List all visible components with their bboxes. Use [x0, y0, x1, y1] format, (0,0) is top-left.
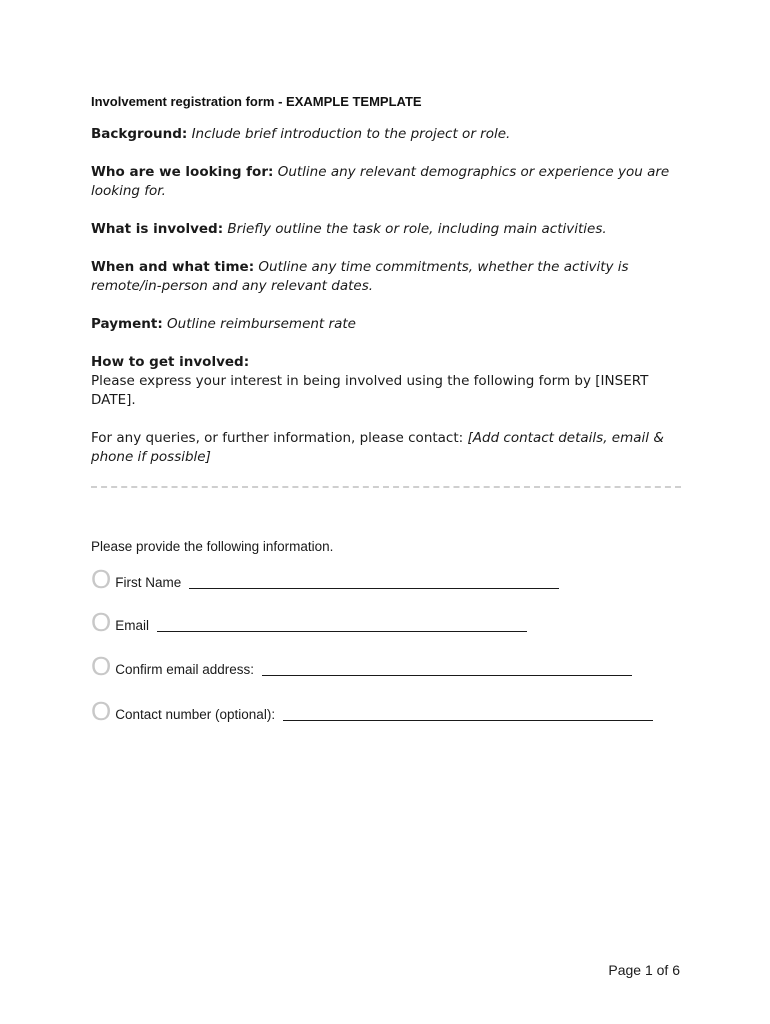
contact-details: [Add contact details, email & phone if possible]	[91, 430, 664, 465]
contact-section	[91, 429, 671, 467]
when-section	[91, 258, 661, 296]
dashed-separator	[91, 486, 681, 488]
payment-label: Payment:	[91, 316, 163, 332]
contact-number-input[interactable]	[283, 706, 653, 721]
confirm-email-label: Confirm email address:	[115, 662, 255, 677]
contact-text: For any queries, or further information, please contact:	[91, 430, 464, 446]
background-text: Include brief introduction to the project or role.	[191, 126, 511, 142]
first-name-label: First Name	[115, 575, 182, 590]
who-text: Outline any relevant demographics or experience you are looking for.	[91, 164, 670, 199]
who-label: Who are we looking for:	[91, 164, 274, 180]
radio-circle-icon[interactable]: O	[91, 651, 112, 681]
first-name-field	[91, 564, 559, 594]
first-name-input[interactable]	[189, 574, 559, 589]
payment-section	[91, 315, 691, 334]
email-input[interactable]	[157, 617, 527, 632]
confirm-email-field	[91, 651, 632, 681]
what-label: What is involved:	[91, 221, 224, 237]
email-label: Email	[115, 618, 149, 633]
background-section	[91, 125, 691, 144]
how-label: How to get involved:	[91, 354, 250, 370]
radio-circle-icon[interactable]: O	[91, 607, 112, 637]
page-number: Page 1 of 6	[608, 962, 680, 978]
payment-text: Outline reimbursement rate	[167, 316, 356, 332]
email-field	[91, 607, 527, 637]
contact-number-label: Contact number (optional):	[115, 707, 276, 722]
what-section	[91, 220, 691, 239]
radio-circle-icon[interactable]: O	[91, 564, 112, 594]
who-section	[91, 163, 671, 201]
when-label: When and what time:	[91, 259, 255, 275]
how-section	[91, 353, 671, 410]
document-title: Involvement registration form - EXAMPLE TEMPLATE	[91, 94, 422, 109]
confirm-email-input[interactable]	[262, 661, 632, 676]
what-text: Briefly outline the task or role, including main activities.	[227, 221, 607, 237]
background-label: Background:	[91, 126, 188, 142]
how-text: Please express your interest in being involved using the following form by [INSERT DATE].	[91, 373, 649, 408]
when-text: Outline any time commitments, whether the activity is remote/in-person and any relevant dates.	[91, 259, 629, 294]
form-instructions: Please provide the following information.	[91, 539, 334, 554]
contact-number-field	[91, 696, 653, 726]
radio-circle-icon[interactable]: O	[91, 696, 112, 726]
